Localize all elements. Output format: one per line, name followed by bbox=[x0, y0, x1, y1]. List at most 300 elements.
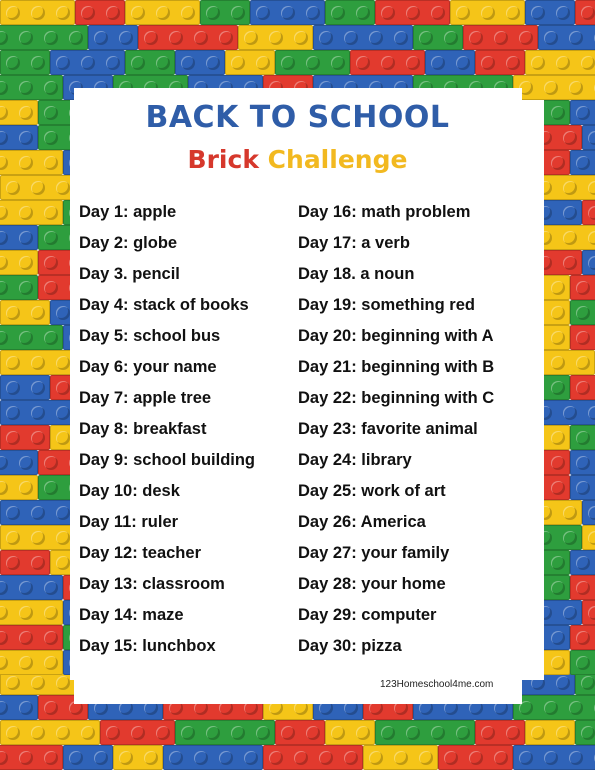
brick-stud bbox=[0, 631, 8, 645]
challenge-item: Day 23: favorite animal bbox=[298, 420, 478, 438]
brick-stud bbox=[19, 231, 33, 245]
brick-stud bbox=[6, 676, 20, 690]
brick-stud bbox=[0, 456, 8, 470]
brick-stud bbox=[469, 31, 483, 45]
brick-stud bbox=[556, 676, 570, 690]
challenge-item: Day 8: breakfast bbox=[79, 420, 207, 438]
brick-stud bbox=[169, 31, 183, 45]
brick-stud bbox=[0, 31, 8, 45]
brick-stud bbox=[206, 726, 220, 740]
brick-stud bbox=[406, 726, 420, 740]
brick-stud bbox=[469, 751, 483, 765]
brick-stud bbox=[56, 56, 70, 70]
brick-stud bbox=[81, 726, 95, 740]
brick-stud bbox=[44, 281, 58, 295]
brick-stud bbox=[563, 206, 577, 220]
brick-stud bbox=[0, 256, 8, 270]
brick-stud bbox=[31, 556, 45, 570]
brick-stud bbox=[0, 701, 8, 715]
brick-stud bbox=[6, 306, 20, 320]
brick-stud bbox=[156, 726, 170, 740]
brick-stud bbox=[156, 6, 170, 20]
brick-stud bbox=[19, 656, 33, 670]
brick-stud bbox=[6, 431, 20, 445]
brick-stud bbox=[169, 751, 183, 765]
brick bbox=[438, 745, 513, 770]
brick-stud bbox=[231, 6, 245, 20]
brick bbox=[0, 250, 38, 275]
brick-stud bbox=[551, 306, 565, 320]
brick bbox=[0, 200, 63, 225]
brick-stud bbox=[576, 581, 590, 595]
brick-stud bbox=[0, 606, 8, 620]
brick bbox=[238, 25, 313, 50]
brick-stud bbox=[381, 56, 395, 70]
brick bbox=[313, 25, 413, 50]
challenge-item: Day 20: beginning with A bbox=[298, 327, 494, 345]
brick-stud bbox=[531, 6, 545, 20]
brick-stud bbox=[563, 256, 577, 270]
brick bbox=[582, 500, 595, 525]
brick-stud bbox=[576, 356, 590, 370]
brick bbox=[375, 720, 475, 745]
brick-stud bbox=[31, 6, 45, 20]
challenge-item: Day 9: school building bbox=[79, 451, 256, 469]
brick-stud bbox=[456, 56, 470, 70]
brick-stud bbox=[0, 481, 8, 495]
brick-stud bbox=[19, 701, 33, 715]
brick bbox=[525, 50, 595, 75]
brick-stud bbox=[219, 31, 233, 45]
brick bbox=[0, 25, 88, 50]
brick bbox=[0, 275, 38, 300]
brick bbox=[513, 695, 595, 720]
brick-stud bbox=[44, 206, 58, 220]
brick bbox=[0, 375, 50, 400]
brick-stud bbox=[144, 31, 158, 45]
brick bbox=[570, 450, 595, 475]
brick-stud bbox=[581, 726, 595, 740]
brick-stud bbox=[356, 726, 370, 740]
brick-stud bbox=[194, 31, 208, 45]
brick bbox=[75, 0, 125, 25]
brick bbox=[325, 720, 375, 745]
brick-stud bbox=[306, 6, 320, 20]
brick-stud bbox=[19, 456, 33, 470]
brick-stud bbox=[588, 181, 595, 195]
brick-stud bbox=[356, 6, 370, 20]
brick-stud bbox=[506, 6, 520, 20]
brick-stud bbox=[56, 431, 70, 445]
brick-stud bbox=[44, 656, 58, 670]
brick-stud bbox=[569, 31, 583, 45]
brick-stud bbox=[331, 6, 345, 20]
challenge-item: Day 11: ruler bbox=[79, 513, 179, 531]
brick bbox=[275, 720, 325, 745]
brick-stud bbox=[506, 726, 520, 740]
brick-stud bbox=[6, 556, 20, 570]
brick bbox=[113, 745, 163, 770]
brick-stud bbox=[6, 506, 20, 520]
brick-stud bbox=[31, 676, 45, 690]
subtitle-challenge-word: Challenge bbox=[267, 145, 408, 174]
challenge-item: Day 6: your name bbox=[79, 358, 217, 376]
brick-stud bbox=[119, 31, 133, 45]
brick-stud bbox=[6, 356, 20, 370]
brick bbox=[138, 25, 238, 50]
brick bbox=[513, 745, 595, 770]
brick bbox=[88, 25, 138, 50]
brick-stud bbox=[419, 751, 433, 765]
brick-stud bbox=[244, 31, 258, 45]
brick-stud bbox=[394, 31, 408, 45]
brick-stud bbox=[56, 6, 70, 20]
brick bbox=[325, 0, 375, 25]
brick-stud bbox=[519, 751, 533, 765]
brick-stud bbox=[551, 431, 565, 445]
brick bbox=[163, 745, 263, 770]
page-subtitle bbox=[0, 145, 595, 174]
challenge-item: Day 10: desk bbox=[79, 482, 180, 500]
brick bbox=[570, 325, 595, 350]
brick-stud bbox=[331, 726, 345, 740]
brick-stud bbox=[431, 56, 445, 70]
brick-stud bbox=[6, 381, 20, 395]
brick bbox=[275, 50, 350, 75]
brick-stud bbox=[556, 726, 570, 740]
challenge-item: Day 28: your home bbox=[298, 575, 446, 593]
brick-stud bbox=[581, 676, 595, 690]
brick-stud bbox=[81, 56, 95, 70]
brick-stud bbox=[563, 406, 577, 420]
brick bbox=[570, 575, 595, 600]
challenge-list-left bbox=[79, 200, 255, 665]
brick-stud bbox=[281, 56, 295, 70]
brick-stud bbox=[381, 726, 395, 740]
brick-stud bbox=[294, 31, 308, 45]
brick-stud bbox=[406, 6, 420, 20]
brick-stud bbox=[181, 6, 195, 20]
brick bbox=[525, 0, 575, 25]
brick-stud bbox=[381, 6, 395, 20]
brick-stud bbox=[269, 751, 283, 765]
brick bbox=[0, 500, 75, 525]
brick bbox=[125, 50, 175, 75]
brick-stud bbox=[269, 31, 283, 45]
brick bbox=[0, 650, 63, 675]
brick-stud bbox=[44, 81, 58, 95]
brick-stud bbox=[294, 751, 308, 765]
brick-stud bbox=[551, 456, 565, 470]
brick bbox=[0, 600, 63, 625]
brick-stud bbox=[19, 256, 33, 270]
brick-stud bbox=[576, 556, 590, 570]
brick-stud bbox=[576, 456, 590, 470]
brick-stud bbox=[588, 531, 595, 545]
challenge-item: Day 14: maze bbox=[79, 606, 184, 624]
brick bbox=[570, 625, 595, 650]
challenge-list-right bbox=[298, 200, 494, 665]
brick-stud bbox=[131, 56, 145, 70]
brick bbox=[538, 25, 595, 50]
brick bbox=[525, 720, 575, 745]
brick-stud bbox=[0, 206, 8, 220]
brick bbox=[0, 450, 38, 475]
brick-stud bbox=[494, 31, 508, 45]
brick-stud bbox=[519, 31, 533, 45]
brick-stud bbox=[551, 556, 565, 570]
brick-stud bbox=[544, 701, 558, 715]
challenge-item: Day 27: your family bbox=[298, 544, 450, 562]
brick bbox=[225, 50, 275, 75]
brick bbox=[125, 0, 200, 25]
brick-stud bbox=[44, 331, 58, 345]
brick-stud bbox=[444, 751, 458, 765]
brick-stud bbox=[131, 6, 145, 20]
brick-stud bbox=[431, 6, 445, 20]
brick-stud bbox=[56, 306, 70, 320]
brick-stud bbox=[551, 581, 565, 595]
website-credit: 123Homeschool4me.com bbox=[380, 679, 494, 690]
brick-stud bbox=[569, 751, 583, 765]
brick-stud bbox=[588, 606, 595, 620]
brick bbox=[0, 625, 63, 650]
brick bbox=[582, 200, 595, 225]
brick bbox=[100, 720, 175, 745]
brick-stud bbox=[563, 506, 577, 520]
brick bbox=[570, 550, 595, 575]
brick-stud bbox=[563, 531, 577, 545]
brick-stud bbox=[456, 726, 470, 740]
brick-stud bbox=[56, 726, 70, 740]
brick-stud bbox=[94, 751, 108, 765]
brick-stud bbox=[219, 751, 233, 765]
brick bbox=[50, 50, 125, 75]
brick-stud bbox=[6, 56, 20, 70]
brick-stud bbox=[556, 56, 570, 70]
brick bbox=[0, 550, 50, 575]
brick-stud bbox=[563, 606, 577, 620]
brick-stud bbox=[244, 751, 258, 765]
brick bbox=[570, 375, 595, 400]
brick bbox=[575, 0, 595, 25]
challenge-item: Day 5: school bus bbox=[79, 327, 221, 345]
brick-stud bbox=[31, 306, 45, 320]
challenge-item: Day 19: something red bbox=[298, 296, 475, 314]
brick-stud bbox=[356, 56, 370, 70]
brick bbox=[0, 525, 75, 550]
brick bbox=[0, 325, 63, 350]
brick-stud bbox=[394, 751, 408, 765]
brick-stud bbox=[563, 231, 577, 245]
brick-stud bbox=[581, 6, 595, 20]
brick-stud bbox=[6, 181, 20, 195]
challenge-item: Day 15: lunchbox bbox=[79, 637, 216, 655]
brick-stud bbox=[281, 6, 295, 20]
brick-stud bbox=[306, 726, 320, 740]
brick-stud bbox=[31, 406, 45, 420]
brick-stud bbox=[576, 481, 590, 495]
brick-stud bbox=[481, 6, 495, 20]
brick-stud bbox=[106, 56, 120, 70]
brick-stud bbox=[319, 31, 333, 45]
brick-stud bbox=[19, 581, 33, 595]
brick-stud bbox=[231, 726, 245, 740]
brick bbox=[575, 720, 595, 745]
brick-stud bbox=[44, 231, 58, 245]
brick-stud bbox=[6, 726, 20, 740]
brick bbox=[0, 475, 38, 500]
brick-stud bbox=[431, 726, 445, 740]
brick-stud bbox=[231, 56, 245, 70]
brick-stud bbox=[56, 406, 70, 420]
challenge-item: Day 24: library bbox=[298, 451, 412, 469]
brick-stud bbox=[544, 81, 558, 95]
brick-stud bbox=[551, 631, 565, 645]
brick-stud bbox=[256, 56, 270, 70]
brick-stud bbox=[588, 256, 595, 270]
brick-stud bbox=[31, 56, 45, 70]
challenge-item: Day 21: beginning with B bbox=[298, 358, 495, 376]
challenge-item: Day 25: work of art bbox=[298, 482, 446, 500]
brick-stud bbox=[44, 456, 58, 470]
brick bbox=[0, 75, 63, 100]
brick bbox=[0, 400, 75, 425]
brick-stud bbox=[481, 56, 495, 70]
brick-stud bbox=[576, 656, 590, 670]
brick-stud bbox=[588, 506, 595, 520]
brick-stud bbox=[344, 31, 358, 45]
brick-stud bbox=[0, 281, 8, 295]
challenge-item: Day 18. a noun bbox=[298, 265, 415, 283]
brick-stud bbox=[481, 726, 495, 740]
brick-stud bbox=[31, 531, 45, 545]
brick-stud bbox=[19, 31, 33, 45]
brick bbox=[0, 225, 38, 250]
brick-stud bbox=[444, 31, 458, 45]
brick-stud bbox=[206, 56, 220, 70]
brick bbox=[363, 745, 438, 770]
brick-stud bbox=[31, 181, 45, 195]
brick bbox=[375, 0, 450, 25]
brick-stud bbox=[551, 331, 565, 345]
challenge-item: Day 7: apple tree bbox=[79, 389, 212, 407]
brick bbox=[425, 50, 475, 75]
challenge-item: Day 4: stack of books bbox=[79, 296, 249, 314]
challenge-item: Day 16: math problem bbox=[298, 203, 471, 221]
brick bbox=[570, 275, 595, 300]
brick-stud bbox=[31, 726, 45, 740]
challenge-item: Day 13: classroom bbox=[79, 575, 225, 593]
brick-stud bbox=[56, 506, 70, 520]
brick-stud bbox=[106, 6, 120, 20]
brick bbox=[0, 0, 75, 25]
brick-stud bbox=[44, 581, 58, 595]
brick-stud bbox=[156, 56, 170, 70]
brick-stud bbox=[576, 306, 590, 320]
challenge-item: Day 22: beginning with C bbox=[298, 389, 495, 407]
brick bbox=[582, 250, 595, 275]
brick-stud bbox=[576, 281, 590, 295]
brick bbox=[0, 300, 50, 325]
brick bbox=[0, 50, 50, 75]
brick-stud bbox=[588, 231, 595, 245]
brick-stud bbox=[551, 281, 565, 295]
challenge-item: Day 1: apple bbox=[79, 203, 177, 221]
brick bbox=[0, 175, 75, 200]
brick-stud bbox=[19, 751, 33, 765]
brick-stud bbox=[19, 631, 33, 645]
brick-stud bbox=[119, 751, 133, 765]
brick-stud bbox=[44, 701, 58, 715]
brick-stud bbox=[69, 31, 83, 45]
challenge-item: Day 12: teacher bbox=[79, 544, 201, 562]
brick-stud bbox=[531, 56, 545, 70]
brick-stud bbox=[551, 356, 565, 370]
brick-stud bbox=[0, 751, 8, 765]
brick-stud bbox=[6, 406, 20, 420]
brick bbox=[263, 745, 363, 770]
brick bbox=[413, 25, 463, 50]
brick bbox=[200, 0, 250, 25]
brick-stud bbox=[369, 751, 383, 765]
brick-stud bbox=[19, 606, 33, 620]
brick-stud bbox=[6, 6, 20, 20]
brick-stud bbox=[544, 31, 558, 45]
brick bbox=[450, 0, 525, 25]
brick-stud bbox=[0, 81, 8, 95]
brick-stud bbox=[181, 56, 195, 70]
brick-stud bbox=[0, 656, 8, 670]
brick-stud bbox=[31, 381, 45, 395]
brick-stud bbox=[56, 556, 70, 570]
brick bbox=[0, 350, 75, 375]
brick-stud bbox=[19, 281, 33, 295]
challenge-item: Day 17: a verb bbox=[298, 234, 410, 252]
subtitle-brick-word: Brick bbox=[187, 145, 259, 174]
brick-stud bbox=[319, 751, 333, 765]
brick-stud bbox=[56, 181, 70, 195]
brick-stud bbox=[256, 726, 270, 740]
brick-stud bbox=[131, 726, 145, 740]
brick-stud bbox=[563, 181, 577, 195]
brick-stud bbox=[344, 751, 358, 765]
brick-stud bbox=[569, 81, 583, 95]
brick-stud bbox=[0, 581, 8, 595]
brick-stud bbox=[19, 206, 33, 220]
brick bbox=[475, 720, 525, 745]
brick bbox=[0, 745, 63, 770]
brick bbox=[350, 50, 425, 75]
brick bbox=[582, 525, 595, 550]
challenge-item: Day 30: pizza bbox=[298, 637, 402, 655]
page-title: BACK TO SCHOOL bbox=[145, 100, 450, 135]
challenge-item: Day 2: globe bbox=[79, 234, 178, 252]
brick bbox=[63, 745, 113, 770]
brick-stud bbox=[94, 31, 108, 45]
brick-stud bbox=[494, 751, 508, 765]
brick-stud bbox=[588, 206, 595, 220]
brick-stud bbox=[456, 6, 470, 20]
brick-stud bbox=[588, 406, 595, 420]
challenge-item: Day 29: computer bbox=[298, 606, 437, 624]
brick-stud bbox=[44, 606, 58, 620]
brick-stud bbox=[19, 481, 33, 495]
brick-stud bbox=[369, 31, 383, 45]
brick-stud bbox=[31, 506, 45, 520]
brick-stud bbox=[31, 356, 45, 370]
brick-stud bbox=[44, 256, 58, 270]
